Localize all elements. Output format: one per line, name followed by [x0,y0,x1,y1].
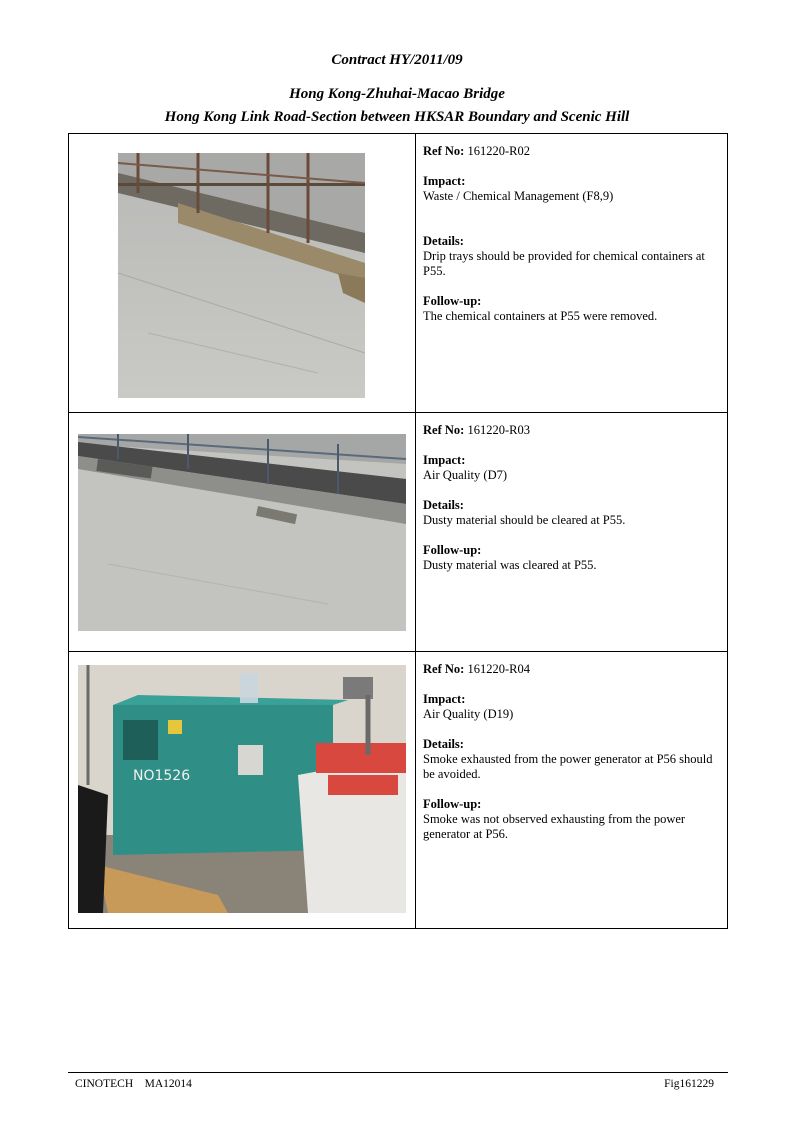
impact-label: Impact: [423,692,466,706]
details-label: Details: [423,234,464,248]
ref-value: 161220-R04 [467,662,530,676]
section-title: Hong Kong Link Road-Section between HKSAR Boundary and Scenic Hill [164,109,630,125]
followup-value: Dusty material was cleared at P55. [423,558,597,572]
ref-line [423,423,721,438]
followup-value: The chemical containers at P55 were removed. [423,309,658,323]
photo-cell [69,652,416,929]
ref-label: Ref No: [423,144,465,158]
site-photo-drip-tray [118,153,365,398]
footer-right: Fig161229 [664,1078,714,1090]
project-title: Hong Kong-Zhuhai-Macao Bridge [289,86,505,102]
footer-left: CINOTECH MA12014 [75,1078,192,1090]
table-row [69,134,728,413]
site-photo-dusty-material [78,434,406,631]
footer-rule [68,1072,728,1073]
followup-label: Follow-up: [423,797,482,811]
inspection-records-table [68,133,728,929]
record-details-cell [416,134,728,413]
ref-line [423,144,721,159]
impact-value: Air Quality (D7) [423,468,508,482]
ref-line [423,662,721,677]
followup-label: Follow-up: [423,543,482,557]
ref-label: Ref No: [423,662,465,676]
ref-value: 161220-R02 [467,144,530,158]
record-details-cell [416,413,728,652]
ref-value: 161220-R03 [467,423,530,437]
details-label: Details: [423,498,464,512]
table-row [69,652,728,929]
record-details-cell [416,652,728,929]
impact-label: Impact: [423,174,466,188]
impact-value: Air Quality (D19) [423,707,514,721]
followup-label: Follow-up: [423,294,482,308]
details-value: Drip trays should be provided for chemical containers at P55. [423,249,705,278]
site-photo-power-generator [78,665,406,913]
details-label: Details: [423,737,464,751]
details-value: Dusty material should be cleared at P55. [423,513,626,527]
table-row [69,413,728,652]
contract-title: Contract HY/2011/09 [331,52,463,68]
details-value: Smoke exhausted from the power generator at P56 should be avoided. [423,752,713,781]
followup-value: Smoke was not observed exhausting from the power generator at P56. [423,812,686,841]
photo-cell [69,413,416,652]
photo-cell [69,134,416,413]
impact-value: Waste / Chemical Management (F8,9) [423,189,614,203]
impact-label: Impact: [423,453,466,467]
ref-label: Ref No: [423,423,465,437]
generator-number-text: NO1526 [133,768,191,784]
